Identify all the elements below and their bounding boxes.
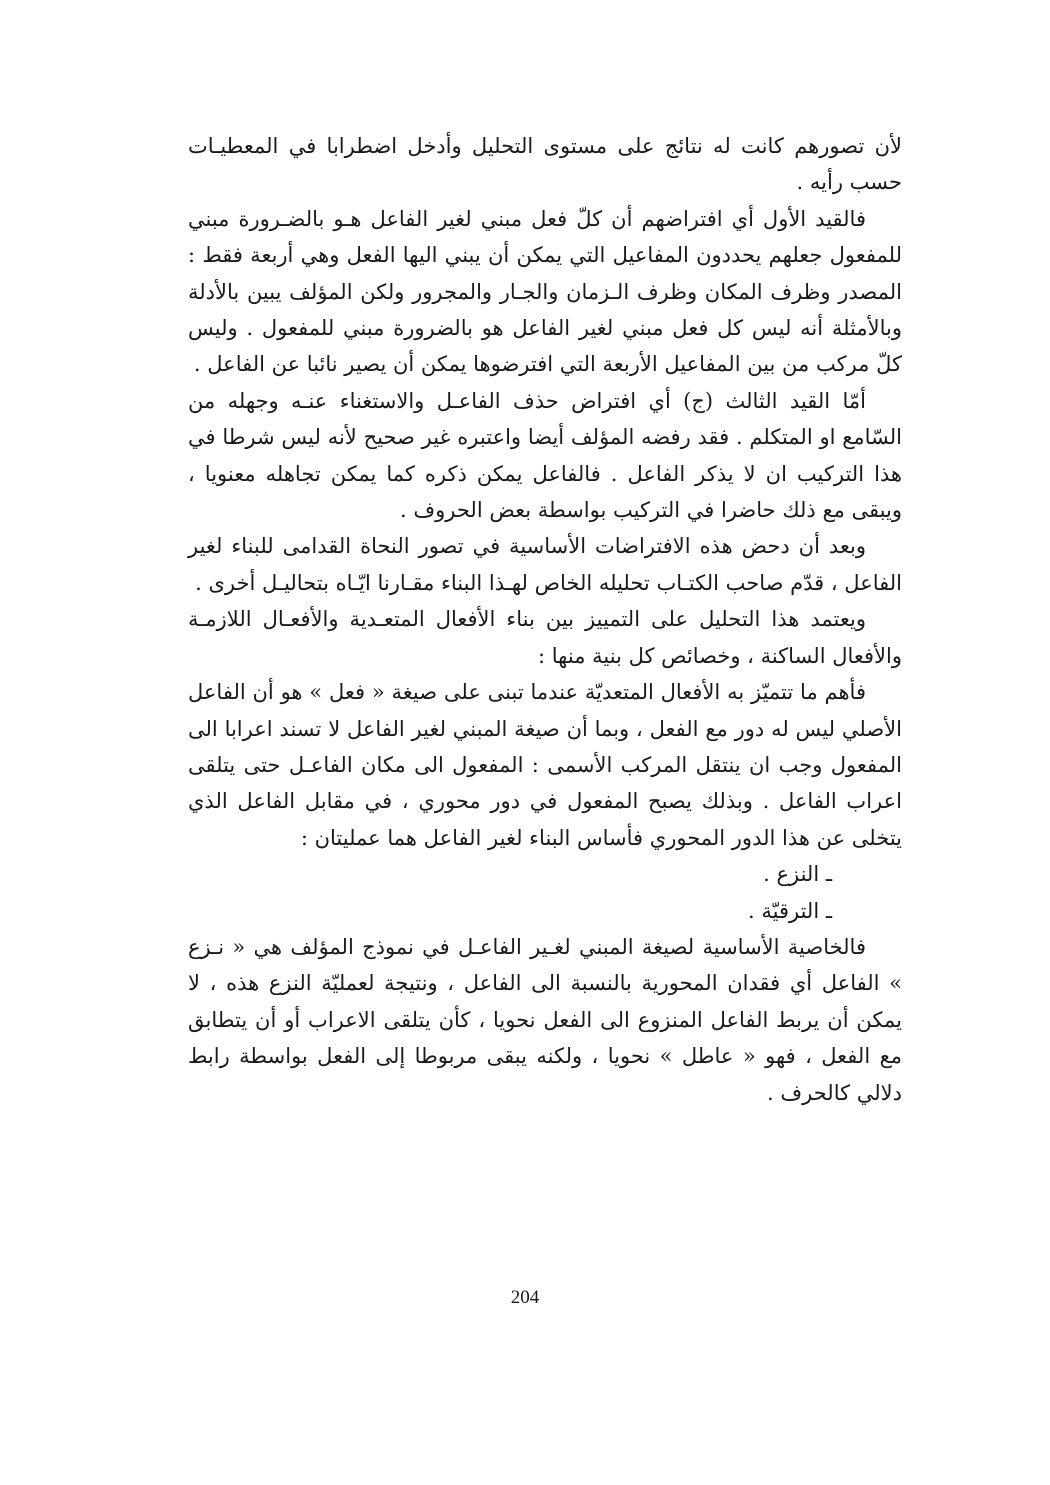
paragraph-2: فالقيد الأول أي افتراضهم أن كلّ فعل مبني لغير الفاعل هـو بالضـرورة مبني للمفعول جعلهم يحددون المفاعيل التي يمكن أن يبني اليها الفعل وهي أربعة فقط : المصدر وظرف المكان وظرف الـزمان والجـار والمجرور ولكن المؤلف يبين بالأدلة وبالأمثلة أنه ليس كل فعل مبني لغير الفاعل هو بالضرورة مبني للمفعول . وليس كلّ مركب من بين المفاعيل الأربعة التي افترضوها يمكن أن يصير نائبا عن الفاعل . xyxy=(188,206,902,377)
list-item: ـ الترقيّة . xyxy=(748,898,832,923)
operations-list xyxy=(188,856,902,929)
paragraph-4: وبعد أن دحض هذه الافتراضات الأساسية في تصور النحاة القدامى للبناء لغير الفاعل ، قدّم صاحب الكتـاب تحليله الخاص لهـذا البناء مقـارنا ايّـاه بتحاليـل أخرى . xyxy=(188,534,902,595)
list-item: ـ النزع . xyxy=(763,862,832,887)
paragraph-6: فأهم ما تتميّز به الأفعال المتعديّة عندما تبنى على صيغة « فعل » هو أن الفاعل الأصلي ليس له دور مع الفعل ، وبما أن صيغة المبني لغير الفاعل لا تسند اعرابا الى المفعول وجب ان ينتقل المركب الأسمى : المفعول الى مكان الفاعـل حتى يتلقى اعراب الفاعل . وبذلك يصبح المفعول في دور محوري ، في مقابل الفاعل الذي يتخلى عن هذا الدور المحوري فأساس البناء لغير الفاعل هما عمليتان : xyxy=(188,680,902,850)
paragraph-5: ويعتمد هذا التحليل على التمييز بين بناء الأفعال المتعـدية والأفعـال اللازمـة والأفعال الساكنة ، وخصائص كل بنية منها : xyxy=(188,607,902,668)
closing-paragraph: فالخاصية الأساسية لصيغة المبني لغـير الفاعـل في نموذج المؤلف هي « نـزع » الفاعل أي فقدان المحورية بالنسبة الى الفاعل ، ونتيجة لعمليّة النزع هذه ، لا يمكن أن يربط الفاعل المنزوع الى الفعل نحويا ، كأن يتلقى الاعراب أو أن يتطابق مع الفعل ، فهو « عاطل » نحويا ، ولكنه يبقى مربوطا إلى الفعل بواسطة رابط دلالي كالحرف . xyxy=(188,934,902,1105)
page-number: 204 xyxy=(510,1287,540,1308)
paragraph-3: أمّا القيد الثالث (ج) أي افتراض حذف الفاعـل والاستغناء عنـه وجهله من السّامع او المتكلم . فقد رفضه المؤلف أيضا واعتبره غير صحيح لأنه ليس شرطا في هذا التركيب ان لا يذكر الفاعل . فالفاعل يمكن ذكره كما يمكن تجاهله معنويا ، ويبقى مع ذلك حاضرا في التركيب بواسطة بعض الحروف . xyxy=(188,388,902,523)
body-text xyxy=(188,128,902,1111)
paragraph-1: لأن تصورهم كانت له نتائج على مستوى التحليل وأدخل اضطرابا في المعطيـات حسب رأيه . xyxy=(188,134,902,195)
